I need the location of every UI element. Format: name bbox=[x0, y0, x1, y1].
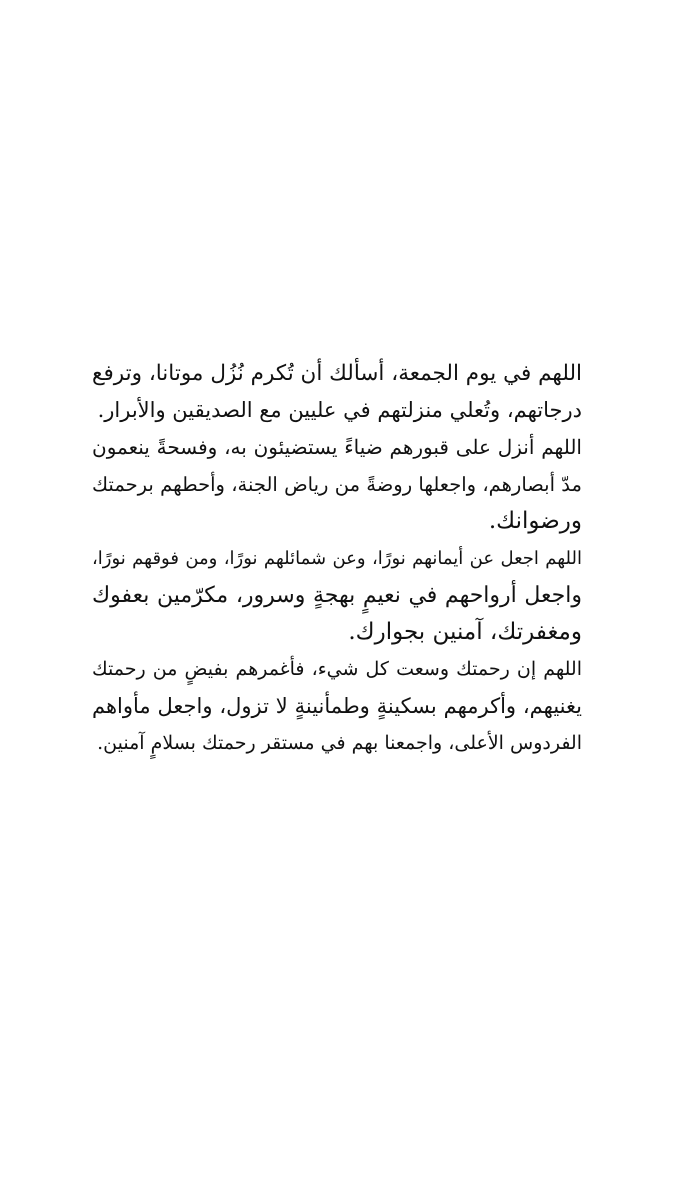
text-line: اللهم في يوم الجمعة، أسألك أن تُكرم نُزُل موتانا، وترفع bbox=[92, 361, 582, 386]
text-line: مدّ أبصارهم، واجعلها روضةً من رياض الجنة، وأحطهم برحمتك bbox=[92, 473, 582, 496]
text-line: يغنيهم، وأكرمهم بسكينةٍ وطمأنينةٍ لا تزول، واجعل مأواهم bbox=[92, 694, 582, 718]
text-line: اللهم اجعل عن أيمانهم نورًا، وعن شمائلهم نورًا، ومن فوقهم نورًا، bbox=[92, 548, 582, 569]
paragraph-3 bbox=[92, 540, 582, 651]
text-line: اللهم إن رحمتك وسعت كل شيء، فأغمرهم بفيضٍ من رحمتك bbox=[92, 658, 582, 680]
prayer-text bbox=[92, 355, 582, 762]
text-line: الفردوس الأعلى، واجمعنا بهم في مستقر رحمتك بسلامٍ آمنين. bbox=[97, 732, 582, 754]
text-line: اللهم أنزل على قبورهم ضياءً يستضيئون به، وفسحةً ينعمون bbox=[92, 435, 582, 459]
text-line: ورضوانك. bbox=[488, 508, 582, 534]
text-line: واجعل أرواحهم في نعيمٍ بهجةٍ وسرور، مكرّمين بعفوك bbox=[92, 583, 582, 608]
paragraph-4 bbox=[92, 651, 582, 762]
text-line: درجاتهم، وتُعلي منزلتهم في عليين مع الصديقين والأبرار. bbox=[97, 398, 582, 422]
text-line: ومغفرتك، آمنين بجوارك. bbox=[348, 619, 582, 645]
paragraph-2 bbox=[92, 429, 582, 540]
paragraph-1 bbox=[92, 355, 582, 429]
